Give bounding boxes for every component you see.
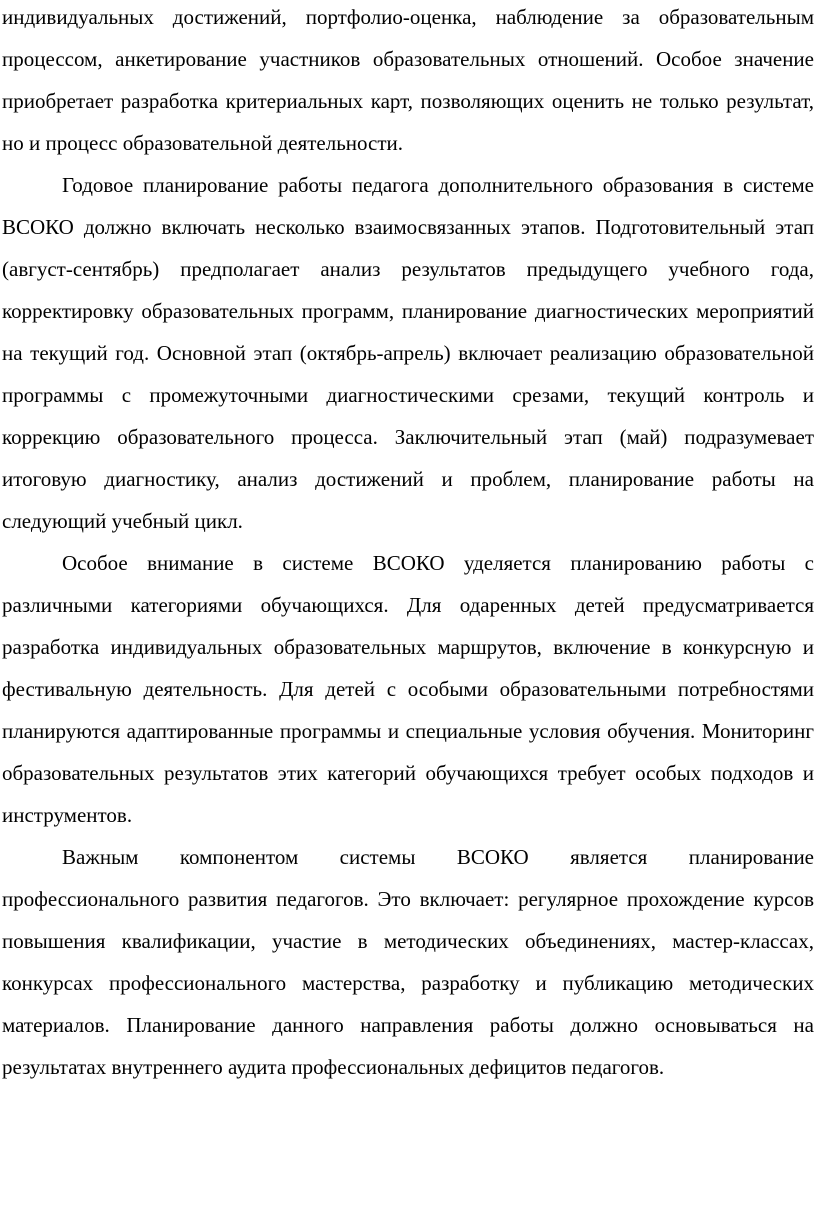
paragraph-annual-planning: Годовое планирование работы педагога дополнительного образования в системе ВСОКО должно включать несколько взаимосвязанных этапов. Подготовительный этап (август-сентябрь) предполагает анализ результатов предыдущего учебного года, корректировку образовательных программ, планирование диагностических мероприятий на текущий год. Основной этап (октябрь-апрель) включает реализацию образовательной программы с промежуточными диагностическими срезами, текущий контроль и коррекцию образовательного процесса. Заключительный этап (май) подразумевает итоговую диагностику, анализ достижений и проблем, планирование работы на следующий учебный цикл. (2, 173, 814, 533)
paragraph-professional-development: Важным компонентом системы ВСОКО является планирование профессионального развития педагогов. Это включает: регулярное прохождение курсов повышения квалификации, участие в методических объединениях, мастер-классах, конкурсах профессионального мастерства, разработку и публикацию методических материалов. Планирование данного направления работы должно основываться на результатах внутреннего аудита профессиональных дефицитов педагогов. (2, 845, 814, 1079)
paragraph-continuation: индивидуальных достижений, портфолио-оценка, наблюдение за образовательным процессом, анкетирование участников образовательных отношений. Особое значение приобретает разработка критериальных карт, позволяющих оценить не только результат, но и процесс образовательной деятельности. (2, 5, 814, 155)
paragraph-student-categories: Особое внимание в системе ВСОКО уделяется планированию работы с различными категориями обучающихся. Для одаренных детей предусматривается разработка индивидуальных образовательных маршрутов, включение в конкурсную и фестивальную деятельность. Для детей с особыми образовательными потребностями планируются адаптированные программы и специальные условия обучения. Мониторинг образовательных результатов этих категорий обучающихся требует особых подходов и инструментов. (2, 551, 814, 827)
